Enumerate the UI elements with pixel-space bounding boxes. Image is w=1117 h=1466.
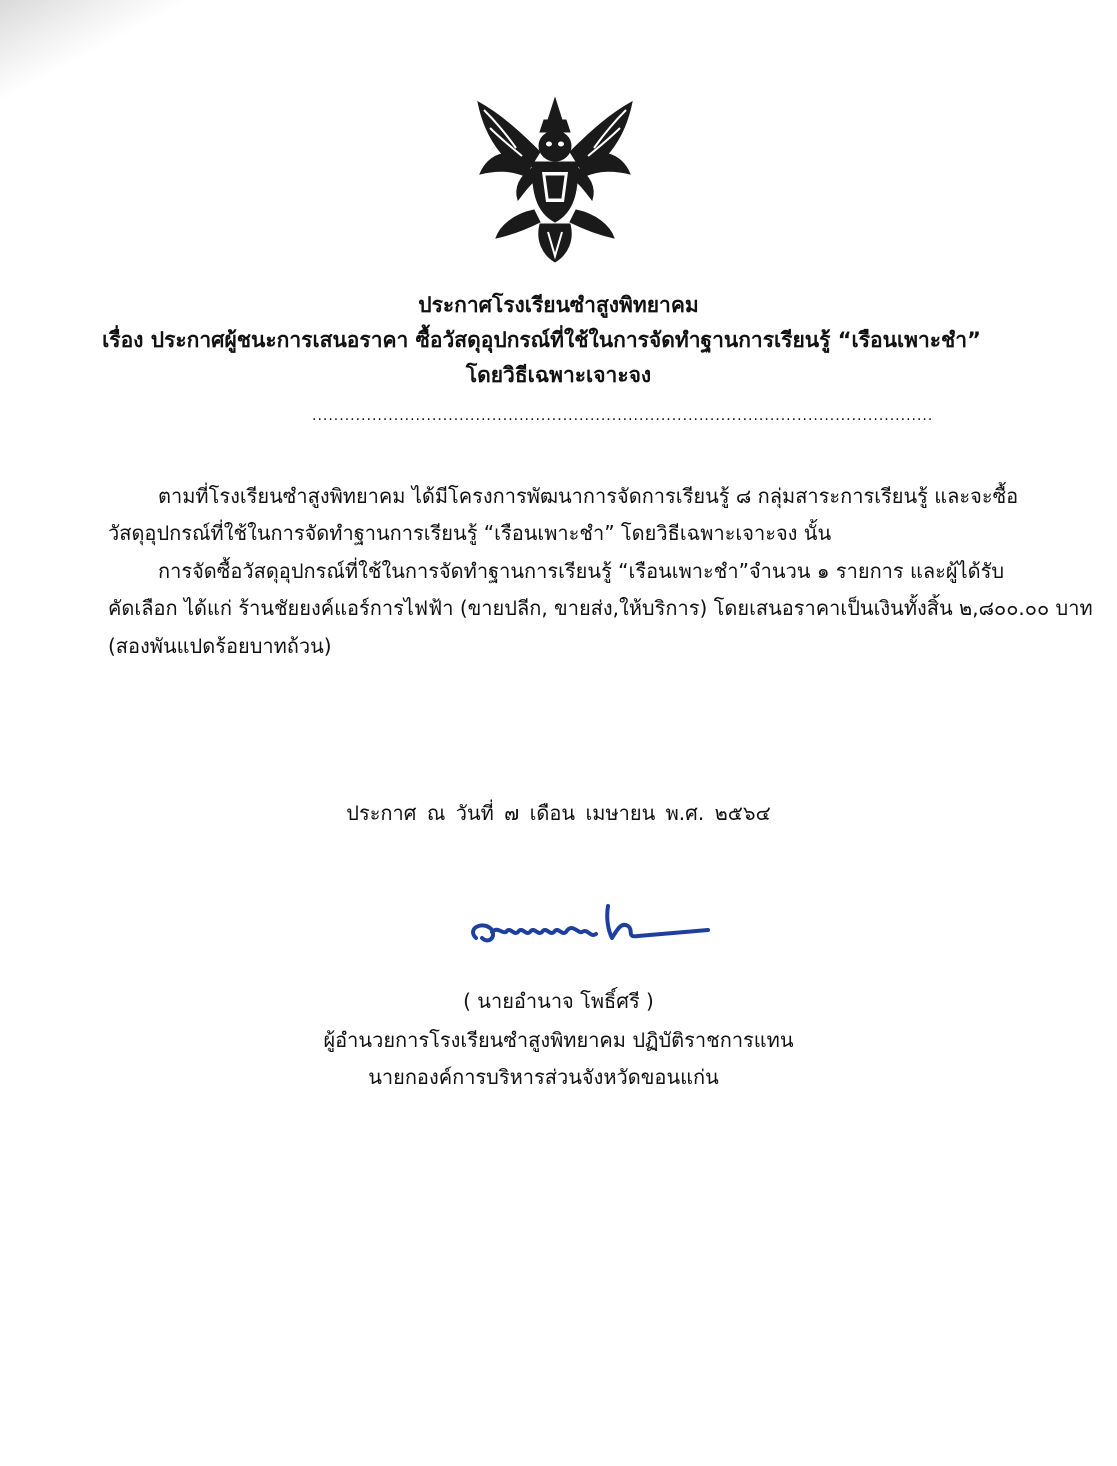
signatory-position-2: นายกองค์การบริหารส่วนจังหวัดขอนแก่น xyxy=(368,1065,719,1089)
handwritten-signature xyxy=(462,898,722,958)
announcement-heading: ประกาศโรงเรียนซำสูงพิทยาคม xyxy=(418,293,699,317)
separator-dots: .................................................................................................................. xyxy=(312,408,934,424)
signatory-position-1: ผู้อำนวยการโรงเรียนซำสูงพิทยาคม ปฏิบัติราชการแทน xyxy=(323,1028,794,1052)
body-paragraph1-line2: วัสดุอุปกรณ์ที่ใช้ในการจัดทำฐานการเรียนรู้ “เรือนเพาะชำ” โดยวิธีเฉพาะเจาะจง นั้น xyxy=(108,521,832,545)
garuda-emblem-icon xyxy=(470,92,640,267)
page-corner-shadow xyxy=(0,0,210,130)
announcement-subject: เรื่อง ประกาศผู้ชนะการเสนอราคา ซื้อวัสดุอุปกรณ์ที่ใช้ในการจัดทำฐานการเรียนรู้ “เรือนเพาะชำ” xyxy=(102,328,981,352)
signatory-name: ( นายอำนาจ โพธิ์ศรี ) xyxy=(463,989,654,1013)
body-paragraph2-line2: คัดเลือก ได้แก่ ร้านชัยยงค์แอร์การไฟฟ้า (ขายปลีก, ขายส่ง,ให้บริการ) โดยเสนอราคาเป็นเงินทั้งสิ้น ๒,๘๐๐.๐๐ บาท xyxy=(108,596,1093,620)
body-paragraph2-line3: (สองพันแปดร้อยบาทถ้วน) xyxy=(108,634,332,658)
body-paragraph1-line1: ตามที่โรงเรียนซำสูงพิทยาคม ได้มีโครงการพัฒนาการจัดการเรียนรู้ ๘ กลุ่มสาระการเรียนรู้ และจะซื้อ xyxy=(158,484,1019,508)
announcement-date: ประกาศ ณ วันที่ ๗ เดือน เมษายน พ.ศ. ๒๕๖๔ xyxy=(346,801,771,825)
body-paragraph2-line1: การจัดซื้อวัสดุอุปกรณ์ที่ใช้ในการจัดทำฐานการเรียนรู้ “เรือนเพาะชำ”จำนวน ๑ รายการ และผู้ได้รับ xyxy=(158,559,1005,583)
announcement-method: โดยวิธีเฉพาะเจาะจง xyxy=(465,363,652,387)
